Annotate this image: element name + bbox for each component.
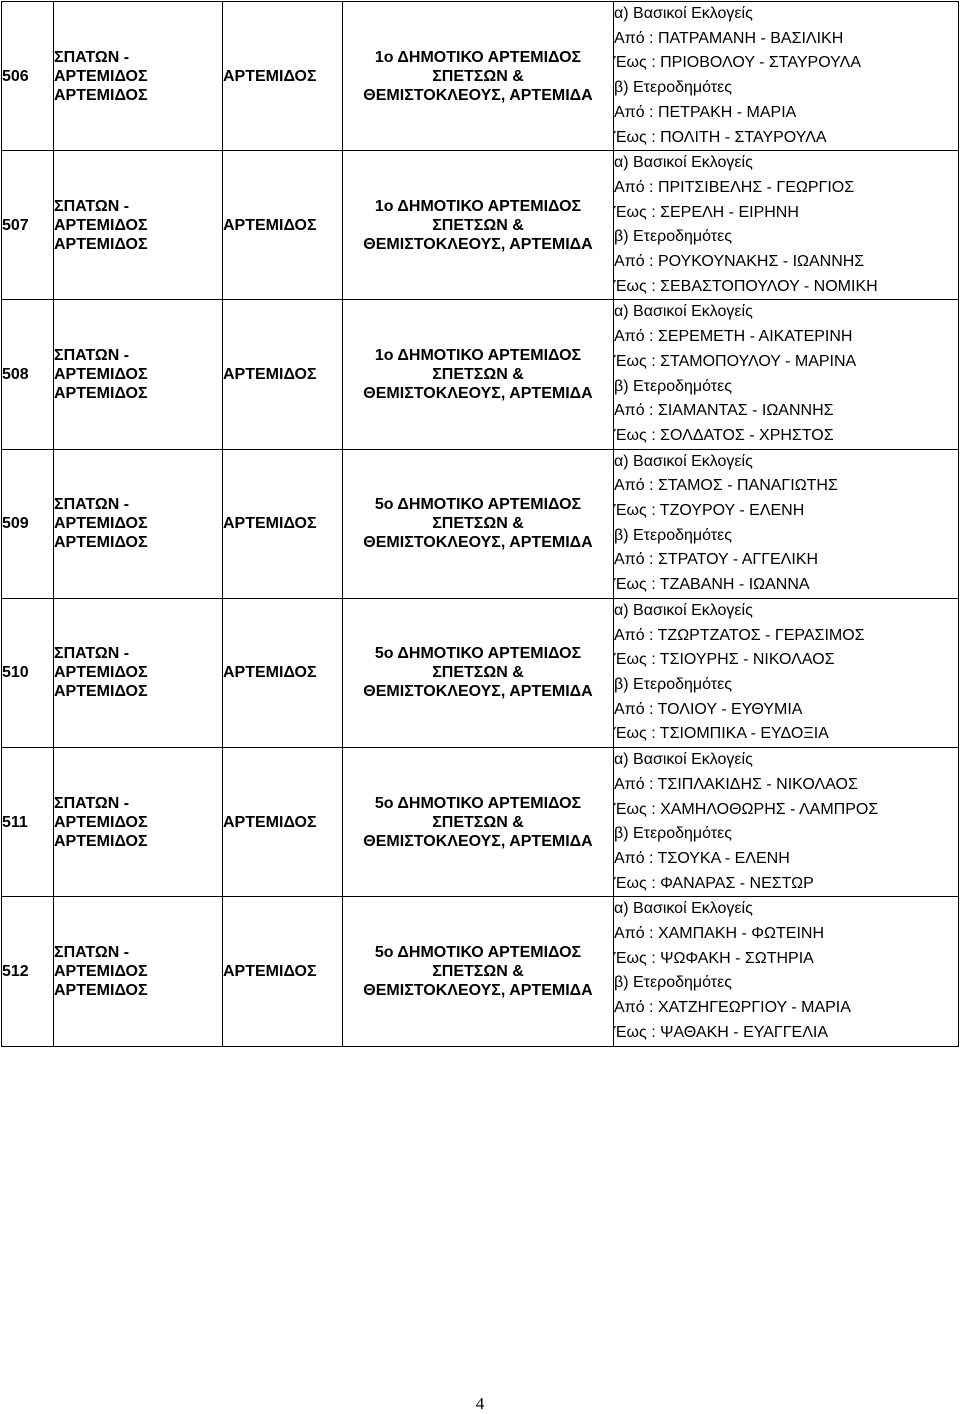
voter-range-line: α) Βασικοί Εκλογείς (614, 900, 753, 918)
voter-range-line: Έως : ΨΩΦΑΚΗ - ΣΩΤΗΡΙΑ (614, 949, 814, 967)
municipality-line: ΑΡΤΕΜΙΔΟΣ (54, 683, 148, 701)
voter-range-line: Από : ΤΣΟΥΚΑ - ΕΛΕΝΗ (614, 849, 790, 867)
school-cell (343, 2, 614, 151)
station-number-cell: 507 (2, 151, 54, 300)
voter-range-line: Από : ΧΑΜΠΑΚΗ - ΦΩΤΕΙΝΗ (614, 925, 825, 943)
voter-range-cell (614, 449, 959, 598)
table-row (2, 598, 959, 747)
municipality-line: ΣΠΑΤΩΝ - (54, 347, 130, 365)
voter-range-cell (614, 300, 959, 449)
voter-range-line: Από : ΧΑΤΖΗΓΕΩΡΓΙΟΥ - ΜΑΡΙΑ (614, 999, 851, 1017)
area-cell: ΑΡΤΕΜΙΔΟΣ (223, 449, 343, 598)
voter-range-cell (614, 897, 959, 1046)
school-cell (343, 598, 614, 747)
voter-range-line: α) Βασικοί Εκλογείς (614, 751, 753, 769)
school-line: ΣΠΕΤΣΩΝ & (432, 366, 524, 384)
area-cell: ΑΡΤΕΜΙΔΟΣ (223, 598, 343, 747)
school-line: ΣΠΕΤΣΩΝ & (432, 664, 524, 682)
school-line: ΣΠΕΤΣΩΝ & (432, 216, 524, 234)
school-cell (343, 151, 614, 300)
voter-range-line: Από : ΠΑΤΡΑΜΑΝΗ - ΒΑΣΙΛΙΚΗ (614, 29, 844, 47)
area-cell: ΑΡΤΕΜΙΔΟΣ (223, 748, 343, 897)
municipality-cell (54, 300, 223, 449)
voter-range-line: α) Βασικοί Εκλογείς (614, 5, 753, 22)
voter-range-line: α) Βασικοί Εκλογείς (614, 154, 753, 172)
school-line: ΘΕΜΙΣΤΟΚΛΕΟΥΣ, ΑΡΤΕΜΙΔΑ (363, 235, 593, 253)
school-line: 1ο ΔΗΜΟΤΙΚΟ ΑΡΤΕΜΙΔΟΣ (374, 197, 582, 215)
voter-range-line: Από : ΣΤΡΑΤΟΥ - ΑΓΓΕΛΙΚΗ (614, 551, 819, 569)
voter-range-cell (614, 151, 959, 300)
school-line: ΘΕΜΙΣΤΟΚΛΕΟΥΣ, ΑΡΤΕΜΙΔΑ (363, 385, 593, 403)
municipality-cell (54, 2, 223, 151)
voter-range-line: Έως : ΦΑΝΑΡΑΣ - ΝΕΣΤΩΡ (614, 874, 814, 892)
voter-range-line: β) Ετεροδημότες (614, 974, 732, 992)
polling-stations-table (1, 1, 959, 1047)
station-number-cell: 506 (2, 2, 54, 151)
voter-range-line: Έως : ΤΣΙΟΥΡΗΣ - ΝΙΚΟΛΑΟΣ (614, 651, 835, 669)
school-line: ΘΕΜΙΣΤΟΚΛΕΟΥΣ, ΑΡΤΕΜΙΔΑ (363, 534, 593, 552)
voter-range-line: Έως : ΣΕΒΑΣΤΟΠΟΥΛΟΥ - ΝΟΜΙΚΗ (614, 277, 878, 295)
station-number-cell: 509 (2, 449, 54, 598)
voter-range-line: β) Ετεροδημότες (614, 825, 732, 843)
municipality-line: ΑΡΤΕΜΙΔΟΣ (54, 664, 148, 682)
table-row (2, 2, 959, 151)
municipality-line: ΣΠΑΤΩΝ - (54, 197, 130, 215)
voter-range-cell (614, 748, 959, 897)
voter-range-line: Έως : ΤΣΙΟΜΠΙΚΑ - ΕΥΔΟΞΙΑ (614, 725, 829, 743)
table-row (2, 449, 959, 598)
municipality-line: ΣΠΑΤΩΝ - (54, 794, 130, 812)
station-number-cell: 512 (2, 897, 54, 1046)
municipality-cell (54, 598, 223, 747)
voter-range-line: α) Βασικοί Εκλογείς (614, 303, 753, 321)
municipality-line: ΣΠΑΤΩΝ - (54, 943, 130, 961)
voter-range-line: α) Βασικοί Εκλογείς (614, 452, 753, 470)
voter-range-cell (614, 2, 959, 151)
area-cell: ΑΡΤΕΜΙΔΟΣ (223, 2, 343, 151)
school-line: ΣΠΕΤΣΩΝ & (432, 515, 524, 533)
municipality-line: ΑΡΤΕΜΙΔΟΣ (54, 981, 148, 999)
voter-range-line: Από : ΤΣΙΠΛΑΚΙΔΗΣ - ΝΙΚΟΛΑΟΣ (614, 775, 858, 793)
school-line: 5ο ΔΗΜΟΤΙΚΟ ΑΡΤΕΜΙΔΟΣ (374, 794, 582, 812)
school-cell (343, 897, 614, 1046)
voter-range-line: Έως : ΣΤΑΜΟΠΟΥΛΟΥ - ΜΑΡΙΝΑ (614, 352, 857, 370)
station-number-cell: 508 (2, 300, 54, 449)
voter-range-line: Έως : ΣΕΡΕΛΗ - ΕΙΡΗΝΗ (614, 203, 799, 221)
municipality-line: ΣΠΑΤΩΝ - (54, 496, 130, 514)
voter-range-line: Έως : ΧΑΜΗΛΟΘΩΡΗΣ - ΛΑΜΠΡΟΣ (614, 800, 879, 818)
municipality-line: ΑΡΤΕΜΙΔΟΣ (54, 385, 148, 403)
municipality-line: ΑΡΤΕΜΙΔΟΣ (54, 86, 148, 104)
municipality-cell (54, 897, 223, 1046)
table-row (2, 748, 959, 897)
school-line: 5ο ΔΗΜΟΤΙΚΟ ΑΡΤΕΜΙΔΟΣ (374, 943, 582, 961)
school-line: ΘΕΜΙΣΤΟΚΛΕΟΥΣ, ΑΡΤΕΜΙΔΑ (363, 832, 593, 850)
school-line: ΣΠΕΤΣΩΝ & (432, 962, 524, 980)
voter-range-line: Έως : ΤΖΑΒΑΝΗ - ΙΩΑΝΝΑ (614, 576, 810, 594)
voter-range-line: Από : ΣΤΑΜΟΣ - ΠΑΝΑΓΙΩΤΗΣ (614, 477, 838, 495)
voter-range-line: Έως : ΠΡΙΟΒΟΛΟΥ - ΣΤΑΥΡΟΥΛΑ (614, 54, 861, 72)
municipality-cell (54, 449, 223, 598)
municipality-line: ΣΠΑΤΩΝ - (54, 48, 130, 66)
school-cell (343, 300, 614, 449)
municipality-line: ΑΡΤΕΜΙΔΟΣ (54, 962, 148, 980)
voter-range-line: Έως : ΤΖΟΥΡΟΥ - ΕΛΕΝΗ (614, 502, 805, 520)
municipality-line: ΑΡΤΕΜΙΔΟΣ (54, 813, 148, 831)
municipality-line: ΑΡΤΕΜΙΔΟΣ (54, 366, 148, 384)
school-cell (343, 748, 614, 897)
voter-range-line: β) Ετεροδημότες (614, 526, 732, 544)
table-row (2, 300, 959, 449)
voter-range-cell (614, 598, 959, 747)
school-line: ΣΠΕΤΣΩΝ & (432, 813, 524, 831)
voter-range-line: Έως : ΠΟΛΙΤΗ - ΣΤΑΥΡΟΥΛΑ (614, 128, 827, 146)
station-number-cell: 511 (2, 748, 54, 897)
school-line: ΘΕΜΙΣΤΟΚΛΕΟΥΣ, ΑΡΤΕΜΙΔΑ (363, 86, 593, 104)
voter-range-line: β) Ετεροδημότες (614, 377, 732, 395)
table-row (2, 151, 959, 300)
voter-range-line: β) Ετεροδημότες (614, 79, 732, 97)
school-line: 5ο ΔΗΜΟΤΙΚΟ ΑΡΤΕΜΙΔΟΣ (374, 496, 582, 514)
municipality-line: ΣΠΑΤΩΝ - (54, 645, 130, 663)
area-cell: ΑΡΤΕΜΙΔΟΣ (223, 897, 343, 1046)
municipality-line: ΑΡΤΕΜΙΔΟΣ (54, 216, 148, 234)
voter-range-line: Από : ΤΖΩΡΤΖΑΤΟΣ - ΓΕΡΑΣΙΜΟΣ (614, 626, 865, 644)
municipality-line: ΑΡΤΕΜΙΔΟΣ (54, 515, 148, 533)
municipality-line: ΑΡΤΕΜΙΔΟΣ (54, 832, 148, 850)
municipality-line: ΑΡΤΕΜΙΔΟΣ (54, 534, 148, 552)
voter-range-line: α) Βασικοί Εκλογείς (614, 601, 753, 619)
municipality-line: ΑΡΤΕΜΙΔΟΣ (54, 235, 148, 253)
voter-range-line: β) Ετεροδημότες (614, 675, 732, 693)
school-line: ΣΠΕΤΣΩΝ & (432, 67, 524, 85)
station-number-cell: 510 (2, 598, 54, 747)
school-line: 1ο ΔΗΜΟΤΙΚΟ ΑΡΤΕΜΙΔΟΣ (374, 347, 582, 365)
area-cell: ΑΡΤΕΜΙΔΟΣ (223, 151, 343, 300)
table-body (2, 2, 959, 1047)
school-line: 1ο ΔΗΜΟΤΙΚΟ ΑΡΤΕΜΙΔΟΣ (374, 48, 582, 66)
voter-range-line: Από : ΣΙΑΜΑΝΤΑΣ - ΙΩΑΝΝΗΣ (614, 402, 834, 420)
voter-range-line: Από : ΡΟΥΚΟΥΝΑΚΗΣ - ΙΩΑΝΝΗΣ (614, 253, 865, 271)
school-line: ΘΕΜΙΣΤΟΚΛΕΟΥΣ, ΑΡΤΕΜΙΔΑ (363, 683, 593, 701)
voter-range-line: Από : ΤΟΛΙΟΥ - ΕΥΘΥΜΙΑ (614, 700, 803, 718)
page-number: 4 (475, 1394, 485, 1413)
municipality-line: ΑΡΤΕΜΙΔΟΣ (54, 67, 148, 85)
school-cell (343, 449, 614, 598)
voter-range-line: Έως : ΣΟΛΔΑΤΟΣ - ΧΡΗΣΤΟΣ (614, 426, 834, 444)
voter-range-line: Από : ΠΕΤΡΑΚΗ - ΜΑΡΙΑ (614, 103, 797, 121)
municipality-cell (54, 151, 223, 300)
table-row (2, 897, 959, 1046)
municipality-cell (54, 748, 223, 897)
voter-range-line: Από : ΠΡΙΤΣΙΒΕΛΗΣ - ΓΕΩΡΓΙΟΣ (614, 178, 855, 196)
school-line: ΘΕΜΙΣΤΟΚΛΕΟΥΣ, ΑΡΤΕΜΙΔΑ (363, 981, 593, 999)
school-line: 5ο ΔΗΜΟΤΙΚΟ ΑΡΤΕΜΙΔΟΣ (374, 645, 582, 663)
voter-range-line: Έως : ΨΑΘΑΚΗ - ΕΥΑΓΓΕΛΙΑ (614, 1023, 828, 1041)
voter-range-line: β) Ετεροδημότες (614, 228, 732, 246)
area-cell: ΑΡΤΕΜΙΔΟΣ (223, 300, 343, 449)
voter-range-line: Από : ΣΕΡΕΜΕΤΗ - ΑΙΚΑΤΕΡΙΝΗ (614, 328, 853, 346)
